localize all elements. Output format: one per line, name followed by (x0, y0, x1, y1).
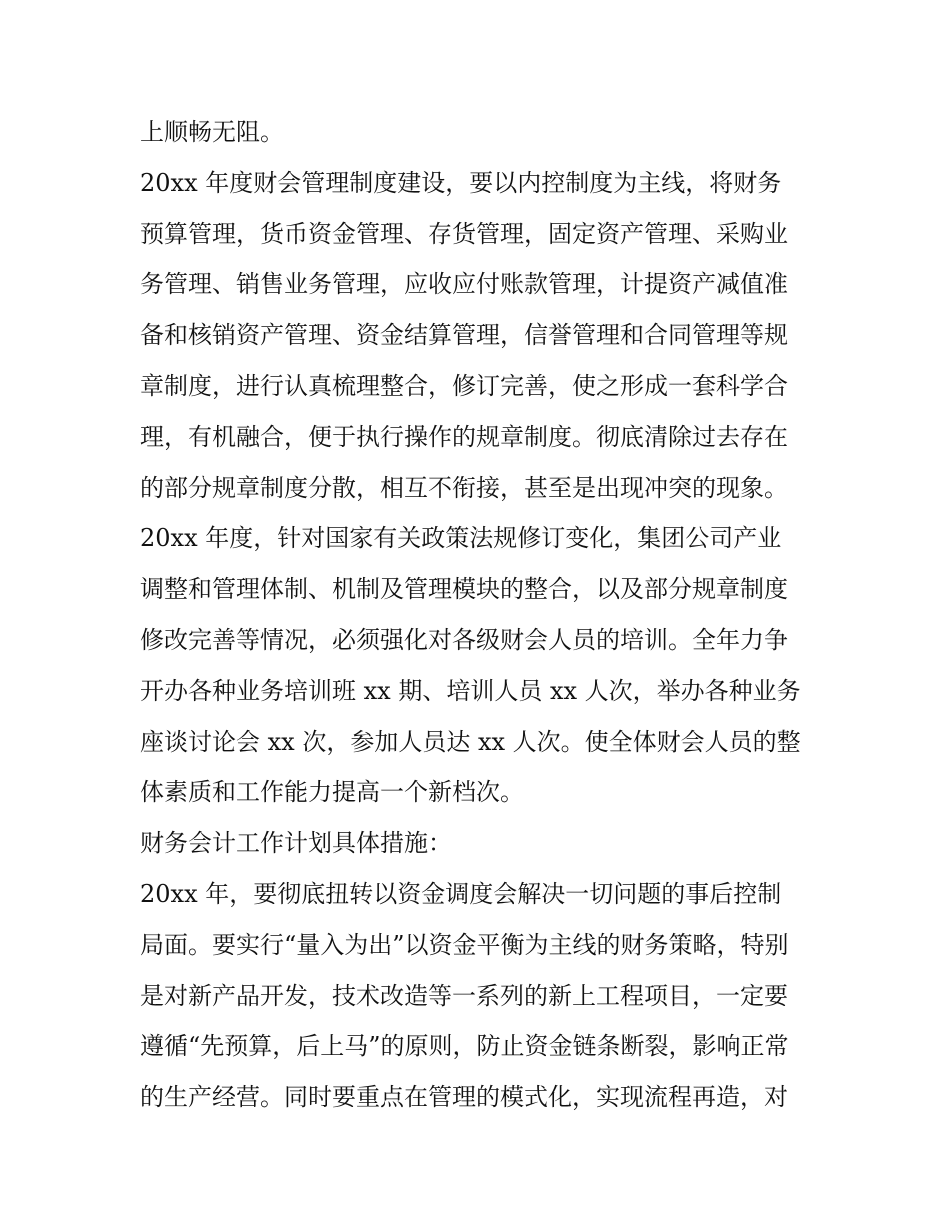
text-line: 遵循“先预算，后上马”的原则，防止资金链条断裂，影响正常 (140, 1032, 789, 1061)
text-line: 理，有机融合，便于执行操作的规章制度。彻底清除过去存在 (140, 422, 788, 451)
text-line: 座谈讨论会 xx 次，参加人员达 xx 人次。使全体财会人员的整 (140, 727, 801, 756)
text-line: 修改完善等情况，必须强化对各级财会人员的培训。全年力争 (140, 625, 788, 654)
text-line: 20xx 年度财会管理制度建设，要以内控制度为主线，将财务 (140, 168, 782, 197)
text-line: 的生产经营。同时要重点在管理的模式化，实现流程再造，对 (140, 1083, 788, 1112)
text-line: 务管理、销售业务管理，应收应付账款管理，计提资产减值准 (140, 270, 788, 299)
text-line: 预算管理，货币资金管理、存货管理，固定资产管理、采购业 (140, 219, 788, 248)
text-line: 是对新产品开发，技术改造等一系列的新上工程项目，一定要 (140, 981, 788, 1010)
text-line: 20xx 年度，针对国家有关政策法规修订变化，集团公司产业 (140, 524, 782, 553)
document-body (140, 107, 820, 1123)
text-line: 备和核销资产管理、资金结算管理，信誉管理和合同管理等规 (140, 321, 788, 350)
text-line: 上顺畅无阻。 (140, 118, 284, 146)
text-line: 的部分规章制度分散，相互不衔接，甚至是出现冲突的现象。 (140, 473, 788, 502)
text-line: 局面。要实行“量入为出”以资金平衡为主线的财务策略，特别 (140, 930, 789, 959)
text-line: 开办各种业务培训班 xx 期、培训人员 xx 人次，举办各种业务 (140, 676, 801, 705)
text-line: 体素质和工作能力提高一个新档次。 (140, 778, 524, 807)
section-heading: 财务会计工作计划具体措施： (140, 829, 452, 858)
text-line: 20xx 年，要彻底扭转以资金调度会解决一切问题的事后控制 (140, 879, 782, 908)
text-line: 调整和管理体制、机制及管理模块的整合，以及部分规章制度 (140, 575, 788, 604)
text-line: 章制度，进行认真梳理整合，修订完善，使之形成一套科学合 (140, 371, 788, 400)
